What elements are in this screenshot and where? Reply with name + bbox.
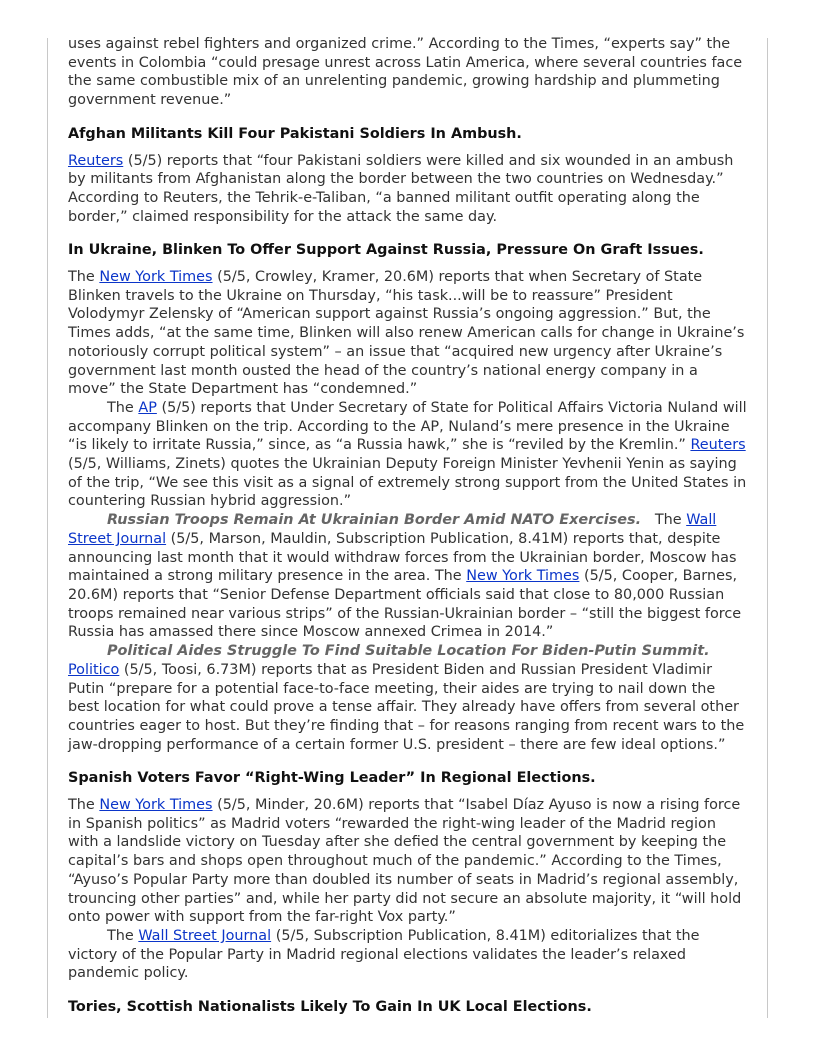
ukraine-p1-text: (5/5, Crowley, Kramer, 20.6M) reports that when Secretary of State Blinken travels to the Ukraine on Thursday, “his task...will be to reassure” President Volodymyr Zelensky of “American support against Russia’s ongoing aggression.” But, the Times adds, “at the same time, Blinken will also renew American calls for change in Ukraine’s notoriously corrupt political system” – an issue that “acquired new urgency after Ukraine’s government last month ousted the head of the country’s national energy company in a move” the State Department has “condemned.”	[68, 269, 745, 398]
spain-p2-pre: The	[107, 927, 139, 944]
ukraine-p2-text: (5/5, Williams, Zinets) quotes the Ukrainian Deputy Foreign Minister Yevhenii Yenin as saying of the trip, “We see this visit as a signal of extremely strong support from the United States in countering Russian hybrid aggression.”	[68, 456, 747, 510]
right-margin-rule	[767, 38, 768, 1018]
spain-paragraph-1	[68, 796, 748, 927]
subhead-russian-troops: Russian Troops Remain At Ukrainian Border Amid NATO Exercises.	[107, 512, 642, 529]
headline-uk: Tories, Scottish Nationalists Likely To Gain In UK Local Elections.	[68, 999, 592, 1016]
ap-link[interactable]: AP	[138, 399, 157, 416]
afghan-paragraph	[68, 152, 748, 227]
ukraine-p4-text: (5/5, Toosi, 6.73M) reports that as President Biden and Russian President Vladimir Putin “prepare for a potential face-to-face meeting, their aides are trying to nail down the best location for what could prove a tense affair. They already have offers from several other countries eager to host. But they’re finding that – for reasons ranging from recent wars to the jaw-dropping performance of a certain former U.S. president – there are few ideal options.”	[68, 661, 745, 753]
nyt-link-3[interactable]: New York Times	[99, 797, 213, 814]
spain-p1-pre: The	[68, 797, 100, 814]
nyt-link-2[interactable]: New York Times	[466, 568, 580, 585]
spain-p2-text: (5/5, Subscription Publication, 8.41M) editorializes that the victory of the Popular Party in Madrid regional elections validates the leader’s relaxed pandemic policy.	[68, 927, 700, 982]
document-body	[68, 35, 748, 1025]
nyt-link[interactable]: New York Times	[99, 269, 213, 286]
ukraine-paragraph-2	[68, 399, 748, 511]
ukraine-p1-pre: The	[68, 269, 100, 286]
ukraine-p2-mid: (5/5) reports that Under Secretary of State for Political Affairs Victoria Nuland will accompany Blinken on the trip. According to the AP, Nuland’s mere presence in the Ukraine “is likely to irritate Russia,” since, as “a Russia hawk,” she is “reviled by the Kremlin.”	[68, 399, 747, 454]
subhead-biden-putin: Political Aides Struggle To Find Suitable Location For Biden-Putin Summit.	[107, 643, 710, 660]
intro-paragraph: uses against rebel fighters and organized crime.” According to the Times, “experts say” the events in Colombia “could presage unrest across Latin America, where several countries face the same combustible mix of an unrelenting pandemic, growing hardship and plummeting government revenue.”	[68, 36, 743, 109]
ukraine-p3-mid: (5/5, Marson, Mauldin, Subscription Publication, 8.41M) reports that, despite announcing last month that it would withdraw forces from the Ukrainian border, Moscow has maintained a strong military presence in the area. The	[68, 530, 737, 585]
headline-afghan: Afghan Militants Kill Four Pakistani Soldiers In Ambush.	[68, 125, 522, 142]
headline-spain: Spanish Voters Favor “Right-Wing Leader” In Regional Elections.	[68, 770, 596, 787]
ukraine-p3-text: (5/5, Cooper, Barnes, 20.6M) reports that “Senior Defense Department officials said that close to 80,000 Russian troops remained near various strips” of the Russian-Ukrainian border – “still the biggest force Russia has amassed there since Moscow annexed Crimea in 2014.”	[68, 568, 742, 641]
headline-ukraine: In Ukraine, Blinken To Offer Support Against Russia, Pressure On Graft Issues.	[68, 242, 704, 259]
left-margin-rule	[47, 38, 48, 1018]
wsj-link[interactable]: Wall Street Journal	[68, 512, 717, 547]
ukraine-paragraph-1	[68, 268, 748, 399]
ukraine-p2-pre: The	[107, 399, 139, 416]
reuters-link[interactable]: Reuters	[68, 152, 124, 169]
politico-link[interactable]: Politico	[68, 661, 120, 678]
afghan-text: (5/5) reports that “four Pakistani soldiers were killed and six wounded in an ambush by militants from Afghanistan along the border between the two countries on Wednesday.” According to Reuters, the Tehrik-e-Taliban, “a banned militant outfit operating along the border,” claimed responsibility for the attack the same day.	[68, 152, 734, 225]
reuters-link-2[interactable]: Reuters	[690, 437, 746, 454]
spain-paragraph-2	[68, 927, 748, 983]
spain-p1-text: (5/5, Minder, 20.6M) reports that “Isabel Díaz Ayuso is now a rising force in Spanish politics” as Madrid voters “rewarded the right-wing leader of the Madrid region with a landslide victory on Tuesday after she defied the central government by keeping the capital’s bars and shops open throughout much of the pandemic.” According to the Times, “Ayuso’s Popular Party more than doubled its number of seats in Madrid’s regional assembly, trouncing other parties” and, while her party did not secure an absolute majority, it “will hold onto power with support from the far-right Vox party.”	[68, 797, 742, 926]
ukraine-paragraph-4	[68, 642, 748, 754]
wsj-link-2[interactable]: Wall Street Journal	[138, 927, 272, 944]
ukraine-p3-pre: The	[654, 512, 687, 529]
ukraine-paragraph-3	[68, 511, 748, 642]
